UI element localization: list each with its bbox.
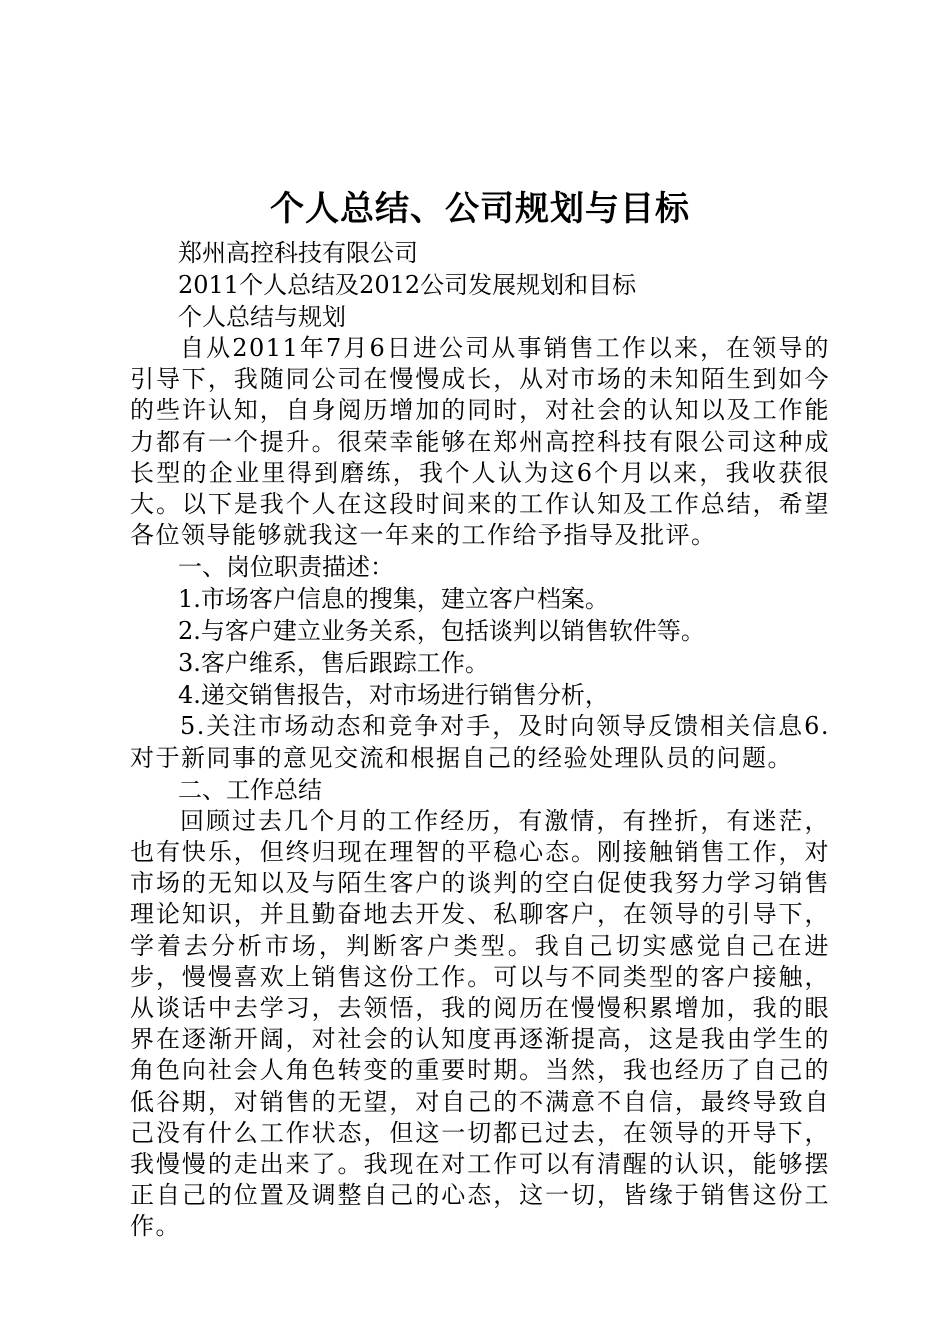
duty-item: 4.递交销售报告，对市场进行销售分析，: [178, 681, 609, 710]
duty-item: 3.客户维系，售后跟踪工作。: [178, 649, 489, 678]
document-page: [130, 185, 830, 1243]
duties-heading: 一、岗位职责描述：: [178, 553, 394, 582]
section-heading: 个人总结与规划: [178, 303, 346, 331]
document-title: 个人总结、公司规划与目标: [270, 189, 690, 229]
document-subtitle: 2011个人总结及2012公司发展规划和目标: [178, 271, 637, 299]
duty-5-paragraph: 5.关注市场动态和竞争对手，及时向领导反馈相关信息6.对于新同事的意见交流和根据自己的经验处理队员的问题。: [130, 712, 830, 772]
intro-paragraph: 自从2011年7月6日进公司从事销售工作以来，在领导的引导下，我随同公司在慢慢成长，从对市场的未知陌生到如今的些许认知，自身阅历增加的同时，对社会的认知以及工作能力都有一个提升。很荣幸能够在郑州高控科技有限公司这种成长型的企业里得到磨练，我个人认为这6个月以来，我收获很大。以下是我个人在这段时间来的工作认知及工作总结，希望各位领导能够就我这一年来的工作给予指导及批评。: [130, 334, 830, 550]
summary-paragraph: 回顾过去几个月的工作经历，有激情，有挫折，有迷茫，也有快乐，但终归现在理智的平稳心态。刚接触销售工作，对市场的无知以及与陌生客户的谈判的空白促使我努力学习销售理论知识，并且勤奋地去开发、私聊客户，在领导的引导下，学着去分析市场，判断客户类型。我自己切实感觉自己在进步，慢慢喜欢上销售这份工作。可以与不同类型的客户接触，从谈话中去学习，去领悟，我的阅历在慢慢积累增加，我的眼界在逐渐开阔，对社会的认知度再逐渐提高，这是我由学生的角色向社会人角色转变的重要时期。当然，我也经历了自己的低谷期，对销售的无望，对自己的不满意不自信，最终导致自己没有什么工作状态，但这一切都已过去，在领导的开导下，我慢慢的走出来了。我现在对工作可以有清醒的认识，能够摆正自己的位置及调整自己的心态，这一切，皆缘于销售这份工作。: [130, 806, 830, 1241]
company-name: 郑州高控科技有限公司: [178, 239, 418, 267]
duty-item: 2.与客户建立业务关系，包括谈判以销售软件等。: [178, 617, 705, 646]
duty-item: 1.市场客户信息的搜集，建立客户档案。: [178, 585, 609, 614]
summary-heading: 二、工作总结: [178, 775, 322, 804]
